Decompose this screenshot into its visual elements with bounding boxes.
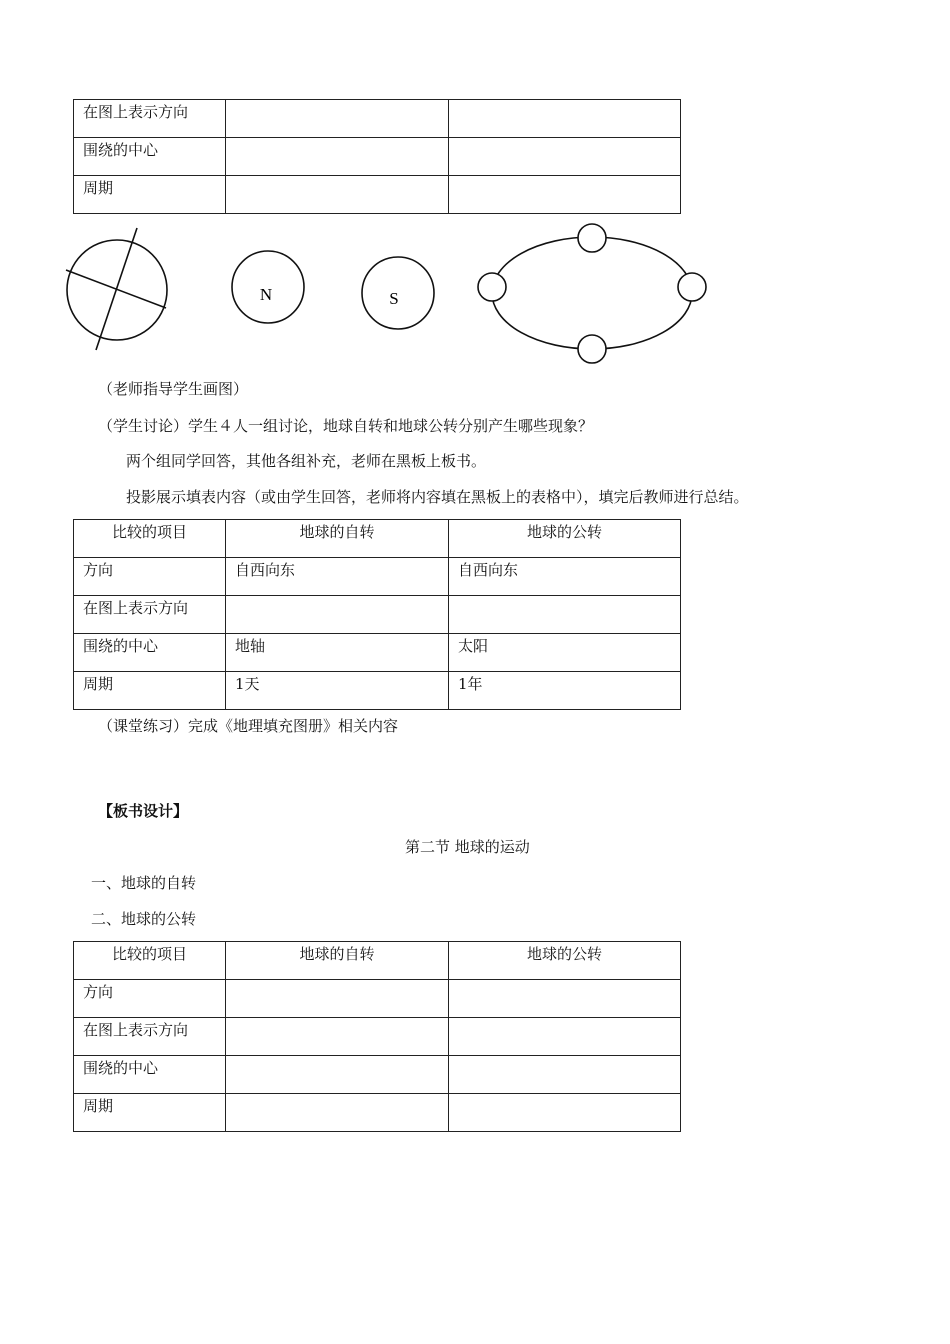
section-title: 第二节 地球的运动 [405,838,530,856]
table-cell [449,1018,681,1056]
table-row [74,558,681,596]
table-cell [449,980,681,1018]
answer-text: 两个组同学回答，其他各组补充，老师在黑板上板书。 [126,452,487,470]
board-design-heading: 【板书设计】 [98,802,189,820]
earth-motion-diagrams [0,0,950,370]
table-row [74,1056,681,1094]
row-label: 周期 [74,1094,226,1132]
column-header: 比较的项目 [74,942,226,980]
row-label: 在图上表示方向 [74,596,226,634]
column-header: 地球的公转 [449,942,681,980]
table-cell [449,596,681,634]
orbit-diagram [478,224,706,363]
table-cell: 自西向东 [226,558,449,596]
table-header-row [74,520,681,558]
table-cell [226,596,449,634]
teacher-guide-text: （老师指导学生画图） [98,380,249,398]
row-label: 围绕的中心 [74,138,226,176]
row-label: 周期 [74,176,226,214]
row-label: 方向 [74,558,226,596]
table-cell: 自西向东 [449,558,681,596]
column-header: 地球的公转 [449,520,681,558]
table-cell: 1年 [449,672,681,710]
row-label: 在图上表示方向 [74,100,226,138]
column-header: 地球的自转 [226,520,449,558]
table-cell [226,1018,449,1056]
exercise-text: （课堂练习）完成《地理填充图册》相关内容 [98,717,399,735]
south-label: S [389,289,399,308]
table-row [74,596,681,634]
table-row [74,634,681,672]
table-cell [449,1094,681,1132]
north-pole-diagram [232,251,304,323]
row-label: 周期 [74,672,226,710]
table-cell: 太阳 [449,634,681,672]
table-cell [226,980,449,1018]
outline-item-revolution: 二、地球的公转 [91,910,197,928]
table-header-row [74,942,681,980]
table-row [74,980,681,1018]
comparison-table-filled [73,519,681,710]
row-label: 围绕的中心 [74,634,226,672]
table-cell: 地轴 [226,634,449,672]
projection-text: 投影展示填表内容（或由学生回答，老师将内容填在黑板上的表格中），填完后教师进行总结。 [126,488,749,506]
table-row [74,1094,681,1132]
table-row [74,1018,681,1056]
table-row [74,672,681,710]
row-label: 在图上表示方向 [74,1018,226,1056]
north-label: N [259,285,273,304]
comparison-table-blank [73,941,681,1132]
table-cell [226,1094,449,1132]
south-pole-diagram [362,257,434,329]
column-header: 地球的自转 [226,942,449,980]
row-label: 方向 [74,980,226,1018]
earth-axis-diagram [66,228,167,350]
outline-item-rotation: 一、地球的自转 [91,874,197,892]
row-label: 围绕的中心 [74,1056,226,1094]
table-cell [449,1056,681,1094]
table-cell [226,1056,449,1094]
table-cell: 1天 [226,672,449,710]
discussion-text: （学生讨论）学生４人一组讨论，地球自转和地球公转分别产生哪些现象？ [98,417,594,435]
column-header: 比较的项目 [74,520,226,558]
